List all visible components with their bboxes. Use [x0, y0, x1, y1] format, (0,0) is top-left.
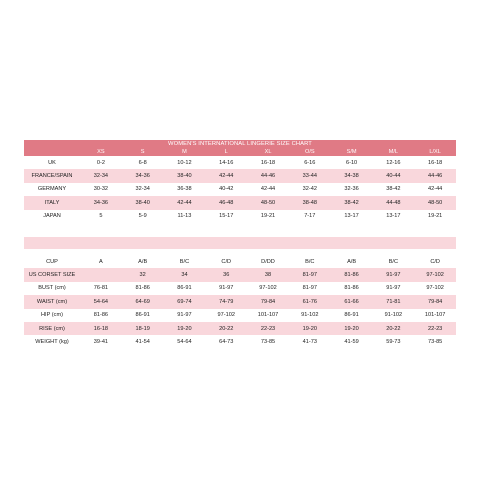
size-cell: 19-20	[177, 325, 192, 332]
size-cell: 19-20	[302, 325, 317, 332]
size-cell: 64-73	[219, 338, 234, 345]
size-cell: 18-19	[135, 325, 150, 332]
size-cell: 91-97	[219, 285, 234, 292]
measure-row-hip-cm	[24, 309, 456, 322]
row-label: GERMANY	[37, 186, 67, 193]
measure-row-waist-cm	[24, 295, 456, 308]
size-cell: 14-16	[219, 159, 234, 166]
size-cell: 6-8	[138, 159, 147, 166]
size-cell: 5	[99, 213, 103, 220]
size-cell: 73-85	[260, 338, 276, 345]
size-cell: 6-10	[345, 159, 358, 166]
chart-title: WOMEN'S INTERNATIONAL LINGERIE SIZE CHART	[24, 140, 456, 155]
size-cell: 40-44	[386, 173, 401, 180]
size-cell: 73-85	[427, 338, 443, 345]
size-cell: A	[99, 258, 103, 265]
size-cell: 32-34	[135, 186, 150, 193]
size-cell: 15-17	[219, 213, 234, 220]
row-label: WEIGHT (kg)	[35, 338, 69, 345]
size-cell: 61-76	[302, 298, 317, 305]
size-cell: 101-107	[257, 312, 279, 319]
size-cell: 101-107	[424, 312, 446, 319]
size-cell: 7-17	[304, 213, 316, 220]
intl-row-germany	[24, 183, 456, 196]
size-cell: 54-64	[177, 338, 192, 345]
size-cell: 86-91	[135, 312, 150, 319]
size-cell: 44-48	[386, 199, 401, 206]
size-cell: 59-73	[386, 338, 401, 345]
size-header-m-l: M/L	[388, 149, 399, 155]
intl-row-japan	[24, 210, 456, 223]
size-cell: 79-84	[260, 298, 276, 305]
size-header-o-s: O/S	[304, 149, 315, 155]
size-header-cells	[80, 149, 456, 155]
size-cell: 91-97	[386, 272, 401, 279]
row-label: JAPAN	[43, 213, 61, 220]
size-cell: 38-40	[177, 173, 192, 180]
size-cell: 42-44	[427, 186, 443, 193]
size-cell: 97-102	[426, 272, 444, 279]
size-cell: 19-21	[260, 213, 276, 220]
size-cell: 40-42	[219, 186, 234, 193]
size-cell: 34-38	[344, 173, 359, 180]
international-sizes-table	[24, 156, 456, 223]
row-label: WAIST (cm)	[36, 298, 68, 305]
size-cell: 81-86	[135, 285, 150, 292]
size-cell: 86-91	[177, 285, 192, 292]
size-cell: 48-50	[427, 199, 443, 206]
intl-row-italy	[24, 196, 456, 209]
size-cell: 46-48	[219, 199, 234, 206]
size-cell: 16-18	[427, 159, 443, 166]
size-cell: D/DD	[261, 258, 275, 265]
size-chart	[24, 140, 456, 349]
size-cell: 22-23	[427, 325, 443, 332]
size-cell: 30-32	[93, 186, 109, 193]
size-cell: 32-42	[302, 186, 317, 193]
size-cell: 32-34	[93, 173, 109, 180]
size-cell: C/D	[430, 258, 440, 265]
size-cell: 69-74	[177, 298, 192, 305]
intl-row-france-spain	[24, 169, 456, 182]
size-cell: 97-102	[217, 312, 235, 319]
row-label: CUP	[46, 258, 58, 265]
row-label: HIP (cm)	[41, 312, 63, 319]
size-cell: 22-23	[260, 325, 276, 332]
size-cell: 48-50	[260, 199, 276, 206]
size-header-m: M	[182, 149, 187, 155]
size-cell: A/B	[138, 258, 148, 265]
size-cell: 44-46	[427, 173, 443, 180]
measurements-table	[24, 255, 456, 349]
size-cell: 19-21	[427, 213, 443, 220]
size-cell: 38-42	[344, 199, 359, 206]
size-cell: 19-20	[344, 325, 359, 332]
size-cell: 39-41	[93, 338, 109, 345]
size-cell: 61-66	[344, 298, 359, 305]
size-cell: B/C	[305, 258, 315, 265]
size-cell: 81-97	[302, 272, 317, 279]
size-cell: 38-42	[386, 186, 401, 193]
size-cell: 42-44	[177, 199, 192, 206]
row-label: BUST (cm)	[38, 285, 66, 292]
row-label: US CORSET SIZE	[28, 272, 76, 279]
size-cell: 91-102	[384, 312, 403, 319]
size-cell: 13-17	[386, 213, 401, 220]
size-cell: 91-97	[177, 312, 192, 319]
size-header-s: S	[140, 149, 145, 155]
measure-row-bust-cm	[24, 282, 456, 295]
size-cell: 71-81	[386, 298, 401, 305]
size-cell: 81-86	[344, 272, 359, 279]
size-cell: 79-84	[427, 298, 443, 305]
size-cell: 20-22	[386, 325, 401, 332]
size-cell: 97-102	[426, 285, 444, 292]
size-cell: 42-44	[219, 173, 234, 180]
size-cell: 13-17	[344, 213, 359, 220]
intl-row-uk	[24, 156, 456, 169]
measure-row-us-corset-size	[24, 268, 456, 281]
size-cell: 38	[264, 272, 272, 279]
size-cell: 34	[181, 272, 188, 279]
size-header-xs: XS	[97, 149, 105, 155]
table-spacer-band	[24, 237, 456, 249]
size-cell: 33-44	[302, 173, 317, 180]
size-cell: A/B	[347, 258, 357, 265]
measure-row-cup	[24, 255, 456, 268]
size-header-l: L	[224, 149, 228, 155]
size-cell: 38-40	[135, 199, 150, 206]
size-cell: 41-54	[135, 338, 150, 345]
size-cell: B/C	[179, 258, 190, 265]
size-cell: 86-91	[344, 312, 359, 319]
size-cell: C/D	[221, 258, 232, 265]
size-cell: 34-36	[93, 199, 109, 206]
table-gap	[24, 223, 456, 237]
size-cell: 36	[223, 272, 230, 279]
size-header-l-xl: L/XL	[429, 149, 441, 155]
size-cell: 41-73	[302, 338, 317, 345]
size-cell: 91-97	[386, 285, 401, 292]
size-cell: 81-97	[302, 285, 317, 292]
size-header-row	[24, 148, 456, 156]
size-cell: 5-9	[138, 213, 147, 220]
size-cell: B/C	[388, 258, 399, 265]
size-cell: 64-69	[135, 298, 150, 305]
size-cell: 97-102	[259, 285, 277, 292]
size-cell: 6-16	[304, 159, 316, 166]
row-label: ITALY	[44, 199, 60, 206]
size-cell: 16-18	[260, 159, 276, 166]
size-cell: 16-18	[93, 325, 109, 332]
size-cell: 91-102	[301, 312, 319, 319]
size-cell: 81-86	[93, 312, 109, 319]
measure-row-rise-cm	[24, 322, 456, 335]
size-cell: 0-2	[96, 159, 105, 166]
row-label: RISE (cm)	[39, 325, 65, 332]
size-header-s-m: S/M	[346, 149, 357, 155]
measure-row-weight-kg	[24, 335, 456, 348]
size-cell: 36-38	[177, 186, 192, 193]
size-cell: 32-36	[344, 186, 359, 193]
size-cell: 10-12	[177, 159, 192, 166]
size-cell: 81-86	[344, 285, 359, 292]
size-cell: 54-64	[93, 298, 109, 305]
size-cell: 44-46	[260, 173, 276, 180]
row-label: UK	[48, 159, 56, 166]
size-cell: 74-79	[219, 298, 234, 305]
size-cell: 76-81	[93, 285, 109, 292]
row-label: FRANCE/SPAIN	[31, 173, 73, 180]
size-cell: 32	[139, 272, 146, 279]
size-cell: 42-44	[260, 186, 276, 193]
size-cell: 11-13	[177, 213, 192, 220]
size-cell: 12-16	[386, 159, 401, 166]
size-cell: 41-59	[344, 338, 359, 345]
size-cell: 20-22	[219, 325, 234, 332]
size-cell: 34-36	[135, 173, 150, 180]
size-cell: 38-48	[302, 199, 317, 206]
size-header-xl: XL	[264, 149, 272, 155]
